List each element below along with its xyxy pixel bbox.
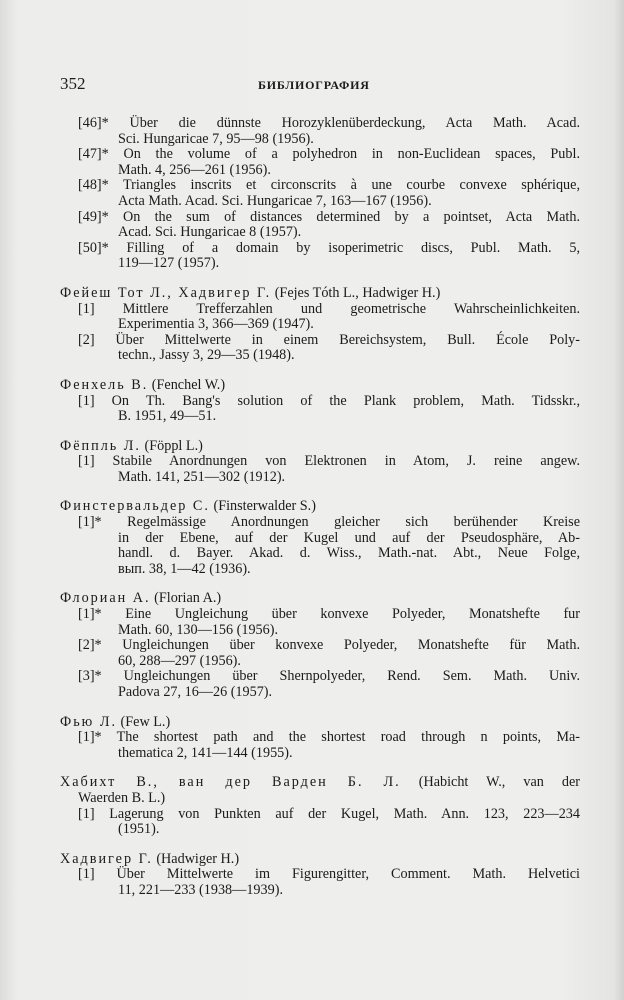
reference-continuation-line: (1951). <box>118 821 160 838</box>
author-name-latin: (Finsterwalder S.) <box>209 498 316 515</box>
author-name-cyrillic: Финстервальдер С. <box>60 498 210 515</box>
reference-entry-line: [1]* Regelmässige Anordnungen gleicher sich berühender Kreise <box>78 514 580 531</box>
author-name-latin: (Florian A.) <box>150 590 222 607</box>
reference-entry-line: [1] Stabile Anordnungen von Elektronen in Atom, J. reine angew. <box>78 453 580 470</box>
reference-continuation-line: techn., Jassy 3, 29—35 (1948). <box>118 347 295 364</box>
author-name-latin: (Föppl L.) <box>140 437 203 454</box>
author-heading <box>60 775 580 791</box>
reference-entry-line: [1]* The shortest path and the shortest road through n points, Ma- <box>78 729 580 746</box>
reference-continuation-line: вып. 38, 1—42 (1936). <box>118 560 251 577</box>
reference-entry-line: [46]* Über die dünnste Horozyklenüberdeckung, Acta Math. Acad. <box>78 115 580 131</box>
author-name-cyrillic: Фью Л. <box>60 713 117 730</box>
reference-entry-line: [1] Lagerung von Punkten auf der Kugel, Math. Ann. 123, 223—234 <box>78 805 580 822</box>
reference-entry-line: [3]* Ungleichungen über Shernpolyeder, Rend. Sem. Math. Univ. <box>78 668 580 685</box>
author-name-latin: (Fejes Tóth L., Hadwiger H.) <box>271 284 441 301</box>
reference-entry-line: [1] On Th. Bang's solution of the Plank problem, Math. Tidsskr., <box>78 392 580 409</box>
reference-continuation-line: thematica 2, 141—144 (1955). <box>118 744 293 761</box>
reference-continuation-line: Acad. Sci. Hungaricae 8 (1957). <box>118 224 302 241</box>
reference-entry-line: [1]* Eine Ungleichung über konvexe Polyeder, Monatshefte fur <box>78 606 580 623</box>
reference-continuation-line: in der Ebene, auf der Kugel und auf der Pseudosphäre, Ab- <box>118 529 580 546</box>
author-name-latin: (Hadwiger H.) <box>152 850 240 867</box>
reference-continuation-line: Padova 27, 16—26 (1957). <box>118 684 273 700</box>
author-heading <box>60 286 580 302</box>
author-name-cyrillic: Флориан А. <box>60 590 151 607</box>
reference-continuation-line: Sci. Hungaricae 7, 95—98 (1956). <box>118 130 314 147</box>
author-heading <box>60 378 580 394</box>
page-number: 352 <box>60 74 86 93</box>
reference-entry-line: [48]* Triangles inscrits et circonscrits à une courbe convexe sphérique, <box>78 177 580 194</box>
author-heading <box>60 852 580 868</box>
author-name-cyrillic: Хадвигер Г. <box>60 850 153 867</box>
running-title: БИБЛИОГРАФИЯ <box>258 78 370 92</box>
page-edge-shadow <box>614 0 624 1000</box>
author-heading <box>60 499 580 515</box>
author-name-cyrillic: Хабихт В., ван дер Варден Б. Л. <box>60 774 401 791</box>
reference-continuation-line: Waerden B. L.) <box>78 789 166 806</box>
reference-entry-line: [2]* Ungleichungen über konvexe Polyeder, Monatshefte für Math. <box>78 637 580 654</box>
author-heading <box>60 591 580 607</box>
reference-continuation-line: handl. d. Bayer. Akad. d. Wiss., Math.-nat. Abt., Neue Folge, <box>118 545 580 562</box>
author-name-cyrillic: Фенхель В. <box>60 376 149 393</box>
author-name-latin: (Fenchel W.) <box>148 376 226 393</box>
reference-entry-line: [47]* On the volume of a polyhedron in non-Euclidean spaces, Publ. <box>78 146 580 163</box>
reference-continuation-line: 60, 288—297 (1956). <box>118 652 241 669</box>
reference-continuation-line: B. 1951, 49—51. <box>118 408 217 425</box>
reference-entry-line: [1] Über Mittelwerte im Figurengitter, Comment. Math. Helvetici <box>78 866 580 883</box>
reference-continuation-line: Acta Math. Acad. Sci. Hungaricae 7, 163—167 (1956). <box>118 192 432 209</box>
reference-continuation-line: 119—127 (1957). <box>118 255 220 272</box>
bibliography-list <box>60 116 580 899</box>
author-heading <box>60 715 580 731</box>
reference-continuation-line: Math. 60, 130—156 (1956). <box>118 621 278 638</box>
author-name-cyrillic: Фейеш Тот Л., Хадвигер Г. <box>60 284 272 301</box>
reference-continuation-line: Math. 141, 251—302 (1912). <box>118 468 286 485</box>
reference-entry-line: [50]* Filling of a domain by isoperimetric discs, Publ. Math. 5, <box>78 239 580 256</box>
author-name-latin: (Few L.) <box>117 713 171 730</box>
reference-entry-line: [2] Über Mittelwerte in einem Bereichsystem, Bull. École Poly- <box>78 331 580 348</box>
reference-entry-line: [1] Mittlere Trefferzahlen und geometrische Wahrscheinlichkeiten. <box>78 300 580 317</box>
reference-continuation-line: 11, 221—233 (1938—1939). <box>118 881 283 898</box>
reference-entry-line: [49]* On the sum of distances determined by a pointset, Acta Math. <box>78 208 580 225</box>
reference-continuation-line: Experimentia 3, 366—369 (1947). <box>118 316 314 333</box>
author-name-cyrillic: Фёппль Л. <box>60 437 141 454</box>
author-heading <box>60 439 580 455</box>
reference-continuation-line: Math. 4, 256—261 (1956). <box>118 161 271 178</box>
author-name-latin: (Habicht W., van der <box>400 774 580 791</box>
page-header <box>60 74 580 96</box>
